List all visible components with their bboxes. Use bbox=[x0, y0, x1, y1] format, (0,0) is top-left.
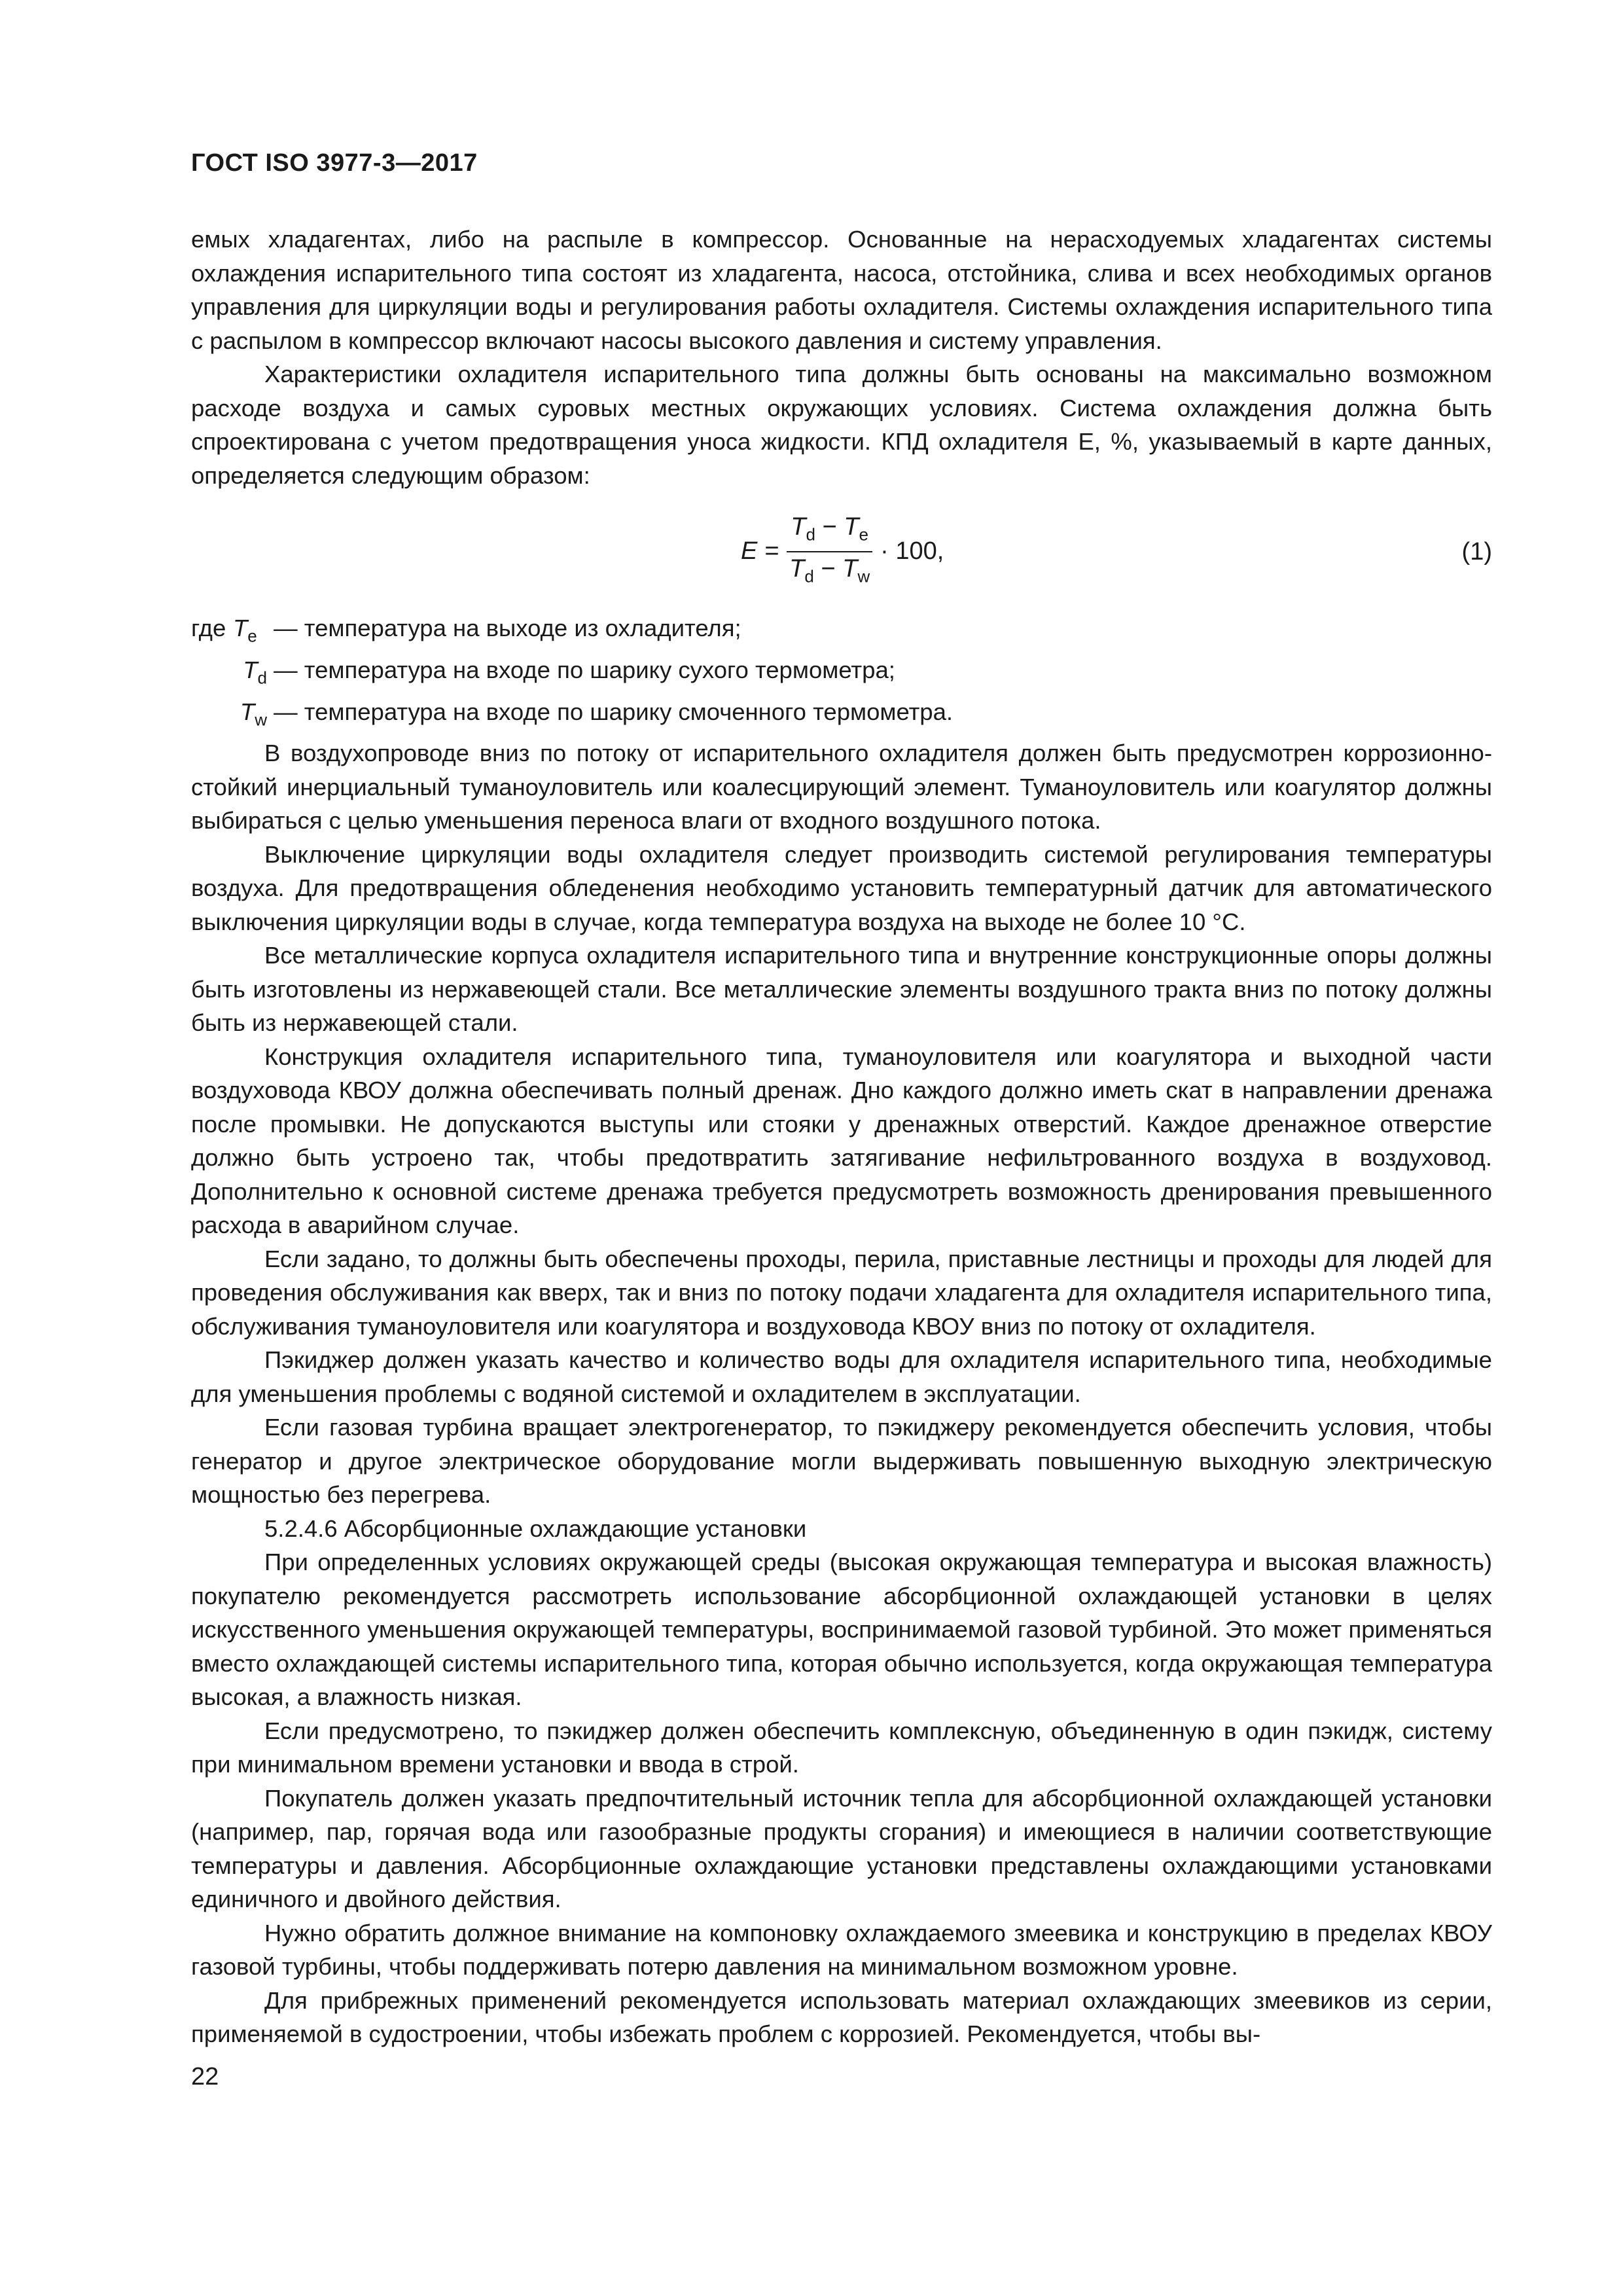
paragraph: емых хладагентах, либо на распыле в компрессор. Основанные на нерасходуемых хладагентах системы охлаждения испарительного типа состоят из хладагента, насоса, отстойника, слива и всех необходимых органов управления для циркуляции воды и регулирования работы охладителя. Системы охлаждения испарительного типа с распылом в компрессор включают насосы высокого давления и систему управления. bbox=[191, 226, 1492, 354]
paragraph: Если задано, то должны быть обеспечены проходы, перила, приставные лестницы и проходы для людей для проведения обслуживания как вверх, так и вниз по потоку подачи хладагента для охладителя испарительного типа, обслуживания туманоуловителя или коагулятора и воздуховода КВОУ вниз по потоку от охладителя. bbox=[191, 1245, 1492, 1340]
formula-block bbox=[191, 504, 1492, 602]
equation-number: (1) bbox=[1461, 538, 1492, 565]
where-lead: где bbox=[191, 615, 226, 641]
paragraph: Если газовая турбина вращает электрогенератор, то пэкиджеру рекомендуется обеспечить условия, чтобы генератор и другое электрическое оборудование могли выдерживать повышенную выходную электрическую мощностью без перегрева. bbox=[191, 1414, 1492, 1509]
formula-fraction bbox=[785, 511, 874, 592]
section-heading: 5.2.4.6 Абсорбционные охлаждающие установки bbox=[264, 1515, 807, 1542]
paragraph: Нужно обратить должное внимание на компоновку охлаждаемого змеевика и конструкцию в пределах КВОУ газовой турбины, чтобы поддерживать потерю давления на минимальном возможном уровне. bbox=[191, 1919, 1492, 1981]
paragraph: Выключение циркуляции воды охладителя следует производить системой регулирования температуры воздуха. Для предотвращения обледенения необходимо установить температурный датчик для автоматического выключения циркуляции воды в случае, когда температура воздуха на выходе не более 10 °С. bbox=[191, 840, 1492, 935]
formula-denominator: $T_d - T_w$ bbox=[789, 554, 870, 586]
paragraph: Характеристики охладителя испарительного типа должны быть основаны на максимально возможном расходе воздуха и самых суровых местных окружающих условиях. Система охлаждения должна быть спроектирована с учетом предотвращения уноса жидкости. КПД охладителя E, %, указываемый в карте данных, определяется следующим образом: bbox=[191, 361, 1492, 489]
paragraph: Для прибрежных применений рекомендуется использовать материал охлаждающих змеевиков из серии, применяемой в судостроении, чтобы избежать проблем с коррозией. Рекомендуется, чтобы вы- bbox=[191, 1986, 1492, 2048]
paragraph: В воздухопроводе вниз по потоку от испарительного охладителя должен быть предусмотрен коррозионно-стойкий инерциальный туманоуловитель или коалесцирующий элемент. Туманоуловитель или коагулятор должны выбираться с целью уменьшения переноса влаги от входного воздушного потока. bbox=[191, 740, 1492, 834]
paragraph: Все металлические корпуса охладителя испарительного типа и внутренние конструкционные опоры должны быть изготовлены из нержавеющей стали. Все металлические элементы воздушного тракта вниз по потоку должны быть из нержавеющей стали. bbox=[191, 942, 1492, 1037]
where-item: $T_d$ — температура на входе по шарику сухого термометра; bbox=[243, 656, 895, 688]
paragraph: Если предусмотрено, то пэкиджер должен обеспечить комплексную, объединенную в один пэкидж, систему при минимальном времени установки и ввода в строй. bbox=[191, 1717, 1492, 1778]
page-body bbox=[191, 223, 1492, 2051]
paragraph: Конструкция охладителя испарительного типа, туманоуловителя или коагулятора и выходной части воздуховода КВОУ должна обеспечивать полный дренаж. Дно каждого должно иметь скат в направлении дренажа после промывки. Не допускаются выступы или стояки у дренажных отверстий. Каждое дренажное отверстие должно быть устроено так, чтобы предотвратить затягивание нефильтрованного воздуха в воздуховод. Дополнительно к основной системе дренажа требуется предусмотреть возможность дренирования превышенного расхода в аварийном случае. bbox=[191, 1043, 1492, 1239]
efficiency-formula bbox=[741, 511, 944, 592]
paragraph: При определенных условиях окружающей среды (высокая окружающая температура и высокая влажность) покупателю рекомендуется рассмотреть использование абсорбционной охлаждающей установки в целях искусственного уменьшения окружающей температуры, воспринимаемой газовой турбиной. Это может применяться вместо охлаждающей системы испарительного типа, которая обычно используется, когда окружающая температура высокая, а влажность низкая. bbox=[191, 1549, 1492, 1711]
paragraph: Покупатель должен указать предпочтительный источник тепла для абсорбционной охлаждающей установки (например, пар, горячая вода или газообразные продукты сгорания) и имеющиеся в наличии соответствующие температуры и давления. Абсорбционные охлаждающие установки представлены охлаждающими установками единичного и двойного действия. bbox=[191, 1784, 1492, 1913]
formula-lhs: E = bbox=[741, 537, 779, 565]
formula-tail: · 100, bbox=[880, 537, 944, 565]
where-item: $T_w$ — температура на входе по шарику смоченного термометра. bbox=[240, 698, 954, 729]
formula-numerator: $T_d - T_e$ bbox=[787, 511, 872, 552]
page-number: 22 bbox=[191, 2063, 219, 2090]
paragraph: Пэкиджер должен указать качество и количество воды для охладителя испарительного типа, необходимые для уменьшения проблемы с водяной системой и охладителем в эксплуатации. bbox=[191, 1346, 1492, 1407]
document-header: ГОСТ ISO 3977-3—2017 bbox=[191, 149, 478, 177]
where-item: где $T_e$ — температура на выходе из охладителя; bbox=[191, 611, 1492, 653]
where-legend bbox=[191, 611, 1492, 736]
